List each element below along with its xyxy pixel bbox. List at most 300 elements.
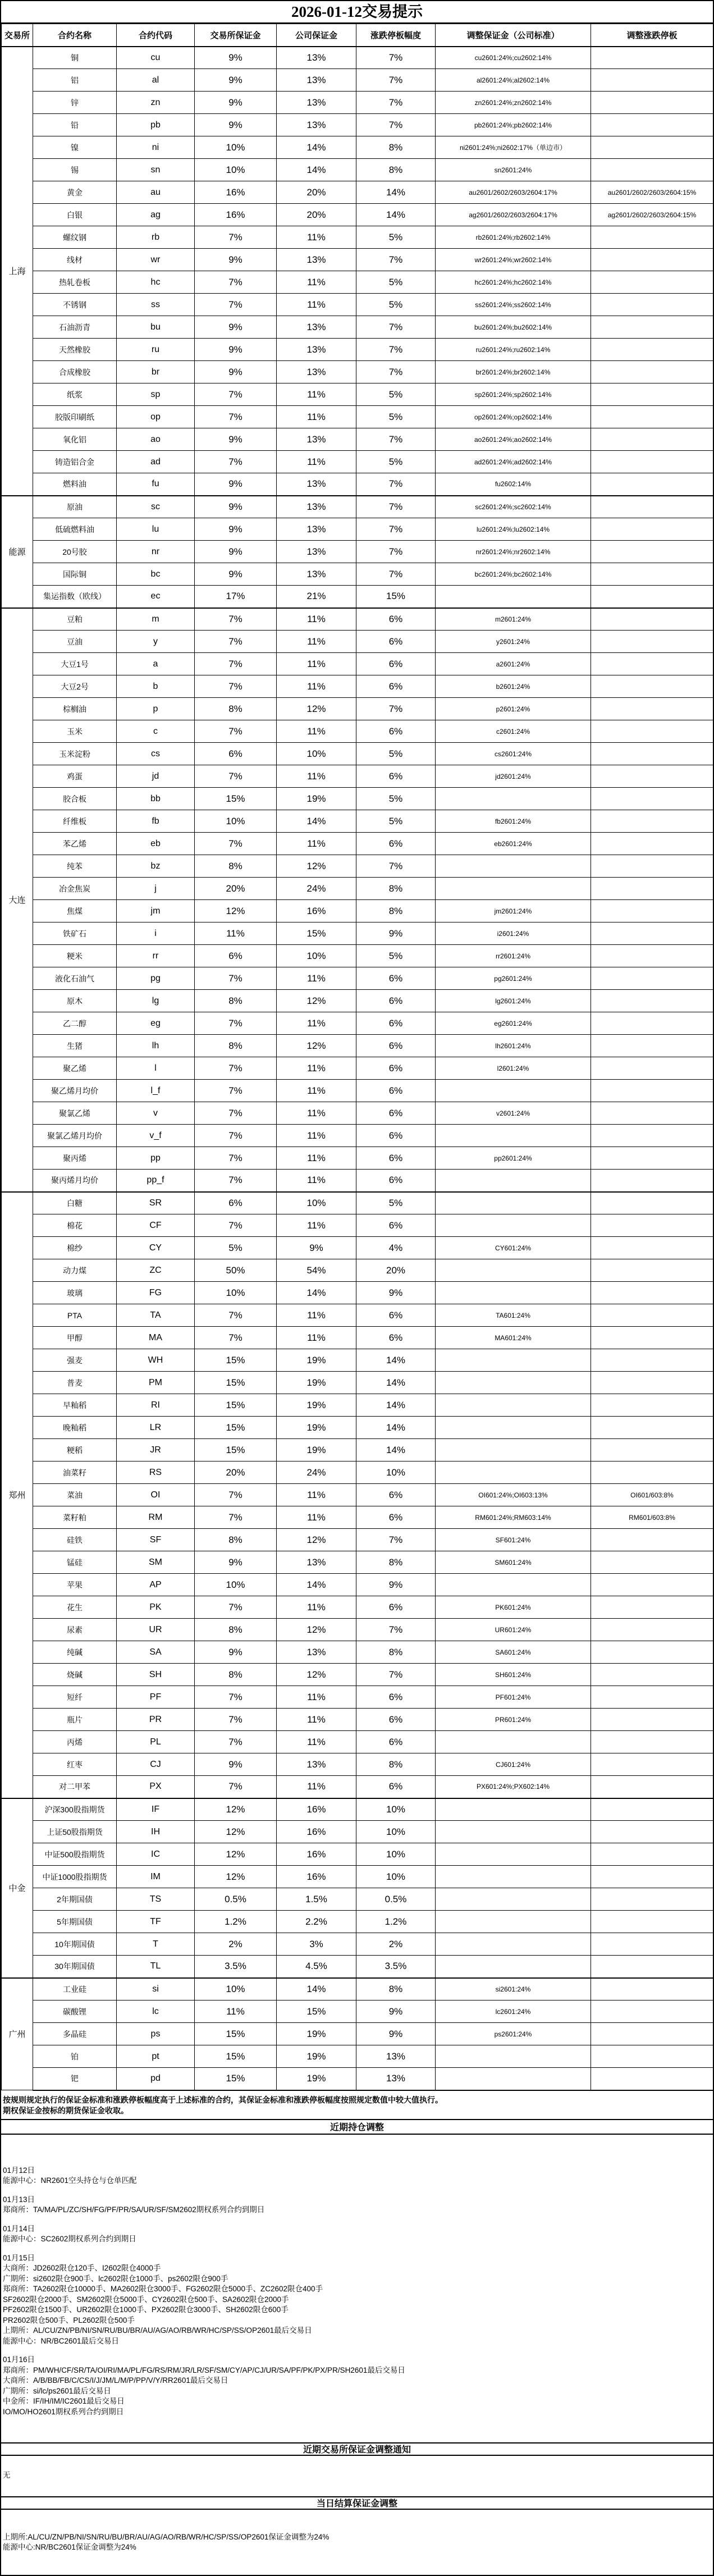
text-line: 01月14日 [3, 2224, 35, 2233]
contract-name-cell: 螺纹钢 [33, 226, 117, 249]
table-row [2, 1686, 713, 1709]
adjusted-price-limit-cell [591, 1596, 713, 1619]
price-limit-cell: 4% [356, 1237, 436, 1259]
adjusted-margin-cell: m2601:24% [436, 608, 591, 631]
adjusted-price-limit-cell [591, 1012, 713, 1035]
company-margin-cell: 13% [277, 114, 356, 136]
column-header-exchange-margin: 交易所保证金 [195, 24, 277, 47]
price-limit-cell: 6% [356, 765, 436, 788]
exchange-margin-cell: 12% [195, 900, 277, 922]
contract-code-cell: ss [117, 294, 195, 316]
adjusted-margin-cell: CJ601:24% [436, 1753, 591, 1776]
contract-name-cell: 聚氯乙烯月均价 [33, 1125, 117, 1147]
price-limit-cell: 7% [356, 1619, 436, 1641]
contract-code-cell: RM [117, 1506, 195, 1529]
contract-code-cell: ru [117, 339, 195, 361]
adjusted-margin-cell: si2601:24% [436, 1978, 591, 2000]
price-limit-cell: 7% [356, 339, 436, 361]
company-margin-cell: 14% [277, 1282, 356, 1304]
adjusted-price-limit-cell [591, 586, 713, 608]
adjusted-price-limit-cell [591, 69, 713, 92]
adjusted-price-limit-cell [591, 271, 713, 294]
adjusted-margin-cell: v2601:24% [436, 1102, 591, 1125]
contract-code-cell: IH [117, 1821, 195, 1843]
contract-name-cell: 瓶片 [33, 1709, 117, 1731]
adjusted-margin-cell [436, 1372, 591, 1394]
exchange-margin-cell: 7% [195, 1506, 277, 1529]
contract-code-cell: ZC [117, 1259, 195, 1282]
table-row [2, 1574, 713, 1596]
text-line: 01月15日 [3, 2253, 35, 2262]
company-margin-cell: 11% [277, 451, 356, 473]
contract-code-cell: pt [117, 2045, 195, 2068]
table-row [2, 1192, 713, 1214]
table-row [2, 518, 713, 541]
company-margin-cell: 10% [277, 743, 356, 765]
contract-name-cell: PTA [33, 1304, 117, 1327]
table-row [2, 1125, 713, 1147]
adjusted-price-limit-cell [591, 945, 713, 967]
contract-code-cell: IC [117, 1843, 195, 1866]
exchange-margin-cell: 7% [195, 653, 277, 675]
company-margin-cell: 11% [277, 1506, 356, 1529]
contract-code-cell: WH [117, 1349, 195, 1372]
contract-code-cell: TS [117, 1888, 195, 1911]
company-margin-cell: 13% [277, 316, 356, 339]
table-row [2, 1843, 713, 1866]
exchange-label: 能源 [2, 496, 33, 608]
contract-code-cell: c [117, 720, 195, 743]
contract-code-cell: PX [117, 1776, 195, 1798]
table-row [2, 1821, 713, 1843]
contract-name-cell: 粳米 [33, 945, 117, 967]
exchange-margin-cell: 7% [195, 1125, 277, 1147]
exchange-margin-cell: 12% [195, 1798, 277, 1821]
adjusted-margin-cell: jm2601:24% [436, 900, 591, 922]
company-margin-cell: 13% [277, 518, 356, 541]
company-margin-cell: 13% [277, 496, 356, 518]
company-margin-cell: 11% [277, 1686, 356, 1709]
contract-name-cell: 胶版印刷纸 [33, 406, 117, 428]
margin-table [1, 24, 713, 2091]
company-margin-cell: 19% [277, 1439, 356, 1461]
table-row [2, 1641, 713, 1664]
contract-name-cell: 黄金 [33, 181, 117, 204]
company-margin-cell: 19% [277, 2045, 356, 2068]
price-limit-cell: 5% [356, 743, 436, 765]
contract-code-cell: OI [117, 1484, 195, 1506]
exchange-margin-cell: 9% [195, 47, 277, 69]
section-header-settlement-adjust: 当日结算保证金调整 [1, 2497, 713, 2510]
adjusted-price-limit-cell [591, 743, 713, 765]
price-limit-cell: 8% [356, 1978, 436, 2000]
price-limit-cell: 10% [356, 1843, 436, 1866]
adjusted-price-limit-cell [591, 294, 713, 316]
price-limit-cell: 5% [356, 788, 436, 810]
contract-name-cell: 玉米 [33, 720, 117, 743]
text-line: 能源中心：NR/BC2601最后交易日 [3, 2336, 120, 2345]
contract-code-cell: SA [117, 1641, 195, 1664]
adjusted-price-limit-cell [591, 1282, 713, 1304]
contract-code-cell: l_f [117, 1080, 195, 1102]
adjusted-margin-cell: ru2601:24%;ru2602:14% [436, 339, 591, 361]
contract-code-cell: ag [117, 204, 195, 226]
price-limit-cell: 6% [356, 1035, 436, 1057]
contract-name-cell: 晚籼稻 [33, 1417, 117, 1439]
adjusted-price-limit-cell [591, 1731, 713, 1753]
price-limit-cell: 6% [356, 1170, 436, 1192]
price-limit-cell: 7% [356, 496, 436, 518]
price-limit-cell: 8% [356, 159, 436, 181]
price-limit-cell: 6% [356, 1484, 436, 1506]
table-row [2, 1327, 713, 1349]
exchange-margin-cell: 7% [195, 967, 277, 990]
contract-name-cell: 30年期国债 [33, 1956, 117, 1978]
price-limit-cell: 14% [356, 1439, 436, 1461]
text-line: 郑商所：TA2602限仓10000手、MA2602限仓3000手、FG2602限仓5000手、ZC2602限仓400手 [3, 2285, 323, 2293]
contract-name-cell: 热轧卷板 [33, 271, 117, 294]
section-header-margin-notice: 近期交易所保证金调整通知 [1, 2443, 713, 2456]
text-line [3, 2245, 713, 2253]
table-row [2, 339, 713, 361]
contract-code-cell: hc [117, 271, 195, 294]
adjusted-price-limit-cell [591, 383, 713, 406]
contract-name-cell: 纸浆 [33, 383, 117, 406]
contract-name-cell: 菜油 [33, 1484, 117, 1506]
margin-notice-body [1, 2456, 713, 2497]
contract-code-cell: eb [117, 833, 195, 855]
price-limit-cell: 8% [356, 1641, 436, 1664]
exchange-margin-cell: 6% [195, 945, 277, 967]
table-row [2, 1012, 713, 1035]
contract-name-cell: 多晶硅 [33, 2023, 117, 2045]
exchange-margin-cell: 9% [195, 69, 277, 92]
adjusted-margin-cell [436, 1080, 591, 1102]
adjusted-price-limit-cell [591, 653, 713, 675]
adjusted-margin-cell: UR601:24% [436, 1619, 591, 1641]
table-row [2, 563, 713, 586]
contract-name-cell: 聚乙烯月均价 [33, 1080, 117, 1102]
price-limit-cell: 7% [356, 69, 436, 92]
adjusted-margin-cell [436, 1821, 591, 1843]
company-margin-cell: 11% [277, 765, 356, 788]
adjusted-price-limit-cell [591, 855, 713, 878]
adjusted-price-limit-cell [591, 1956, 713, 1978]
contract-name-cell: 聚氯乙烯 [33, 1102, 117, 1125]
contract-name-cell: 沪深300股指期货 [33, 1798, 117, 1821]
table-row [2, 249, 713, 271]
exchange-margin-cell: 7% [195, 1596, 277, 1619]
table-row [2, 2068, 713, 2090]
table-row [2, 1057, 713, 1080]
adjusted-margin-cell: fu2602:14% [436, 473, 591, 496]
adjusted-margin-cell: p2601:24% [436, 698, 591, 720]
price-limit-cell: 8% [356, 136, 436, 159]
table-row [2, 967, 713, 990]
price-limit-cell: 0.5% [356, 1888, 436, 1911]
contract-name-cell: 碳酸锂 [33, 2000, 117, 2023]
contract-code-cell: PR [117, 1709, 195, 1731]
exchange-margin-cell: 16% [195, 181, 277, 204]
table-row [2, 833, 713, 855]
price-limit-cell: 7% [356, 563, 436, 586]
company-margin-cell: 19% [277, 1349, 356, 1372]
adjusted-margin-cell: br2601:24%;br2602:14% [436, 361, 591, 383]
adjusted-margin-cell: ao2601:24%;ao2602:14% [436, 428, 591, 451]
company-margin-cell: 13% [277, 339, 356, 361]
contract-name-cell: 锰硅 [33, 1551, 117, 1574]
adjusted-margin-cell [436, 1731, 591, 1753]
price-limit-cell: 7% [356, 428, 436, 451]
table-row [2, 765, 713, 788]
contract-code-cell: jm [117, 900, 195, 922]
contract-code-cell: bb [117, 788, 195, 810]
position-adjust-body [1, 2135, 713, 2443]
company-margin-cell: 14% [277, 136, 356, 159]
table-row [2, 1484, 713, 1506]
contract-code-cell: SF [117, 1529, 195, 1551]
adjusted-price-limit-cell [591, 720, 713, 743]
company-margin-cell: 11% [277, 1170, 356, 1192]
table-row [2, 1619, 713, 1641]
adjusted-margin-cell: PR601:24% [436, 1709, 591, 1731]
price-limit-cell: 10% [356, 1461, 436, 1484]
table-row [2, 743, 713, 765]
price-limit-cell: 14% [356, 204, 436, 226]
company-margin-cell: 11% [277, 608, 356, 631]
price-limit-cell: 9% [356, 1282, 436, 1304]
contract-name-cell: 聚丙烯 [33, 1147, 117, 1170]
exchange-margin-cell: 7% [195, 1012, 277, 1035]
exchange-margin-cell: 7% [195, 451, 277, 473]
table-row [2, 473, 713, 496]
column-header-contract-code: 合约代码 [117, 24, 195, 47]
table-row [2, 2000, 713, 2023]
exchange-label: 上海 [2, 47, 33, 496]
price-limit-cell: 6% [356, 833, 436, 855]
company-margin-cell: 11% [277, 1080, 356, 1102]
adjusted-margin-cell: PK601:24% [436, 1596, 591, 1619]
contract-code-cell: a [117, 653, 195, 675]
adjusted-margin-cell: sn2601:24% [436, 159, 591, 181]
exchange-margin-cell: 8% [195, 1664, 277, 1686]
price-limit-cell: 7% [356, 114, 436, 136]
contract-code-cell: au [117, 181, 195, 204]
exchange-margin-cell: 9% [195, 114, 277, 136]
adjusted-margin-cell: pg2601:24% [436, 967, 591, 990]
contract-name-cell: 大豆2号 [33, 675, 117, 698]
table-row [2, 1529, 713, 1551]
column-header-exchange: 交易所 [2, 24, 33, 47]
exchange-margin-cell: 7% [195, 631, 277, 653]
price-limit-cell: 9% [356, 1574, 436, 1596]
company-margin-cell: 13% [277, 1753, 356, 1776]
contract-name-cell: 早籼稻 [33, 1394, 117, 1417]
contract-code-cell: nr [117, 541, 195, 563]
adjusted-margin-cell: ag2601/2602/2603/2604:17% [436, 204, 591, 226]
contract-name-cell: 液化石油气 [33, 967, 117, 990]
company-margin-cell: 4.5% [277, 1956, 356, 1978]
contract-name-cell: 氧化铝 [33, 428, 117, 451]
price-limit-cell: 9% [356, 922, 436, 945]
adjusted-price-limit-cell [591, 1237, 713, 1259]
company-margin-cell: 13% [277, 249, 356, 271]
contract-code-cell: bc [117, 563, 195, 586]
exchange-margin-cell: 7% [195, 1709, 277, 1731]
adjusted-price-limit-cell [591, 1978, 713, 2000]
exchange-margin-cell: 15% [195, 1394, 277, 1417]
company-margin-cell: 11% [277, 1012, 356, 1035]
price-limit-cell: 6% [356, 653, 436, 675]
exchange-margin-cell: 8% [195, 990, 277, 1012]
contract-code-cell: br [117, 361, 195, 383]
adjusted-price-limit-cell [591, 608, 713, 631]
contract-name-cell: 强麦 [33, 1349, 117, 1372]
company-margin-cell: 15% [277, 922, 356, 945]
adjusted-margin-cell [436, 1170, 591, 1192]
column-header-adjusted-margin: 调整保证金（公司标准） [436, 24, 591, 47]
contract-name-cell: 豆粕 [33, 608, 117, 631]
exchange-margin-cell: 1.2% [195, 1911, 277, 1933]
adjusted-price-limit-cell [591, 1821, 713, 1843]
adjusted-margin-cell: i2601:24% [436, 922, 591, 945]
contract-name-cell: 不锈钢 [33, 294, 117, 316]
adjusted-price-limit-cell [591, 47, 713, 69]
company-margin-cell: 11% [277, 383, 356, 406]
contract-name-cell: 天然橡胶 [33, 339, 117, 361]
adjusted-margin-cell: zn2601:24%;zn2602:14% [436, 92, 591, 114]
column-header-price-limit: 涨跌停板幅度 [356, 24, 436, 47]
table-row [2, 1080, 713, 1102]
adjusted-price-limit-cell [591, 92, 713, 114]
table-row [2, 1776, 713, 1798]
adjusted-margin-cell: SF601:24% [436, 1529, 591, 1551]
contract-name-cell: 石油沥青 [33, 316, 117, 339]
adjusted-price-limit-cell [591, 1776, 713, 1798]
adjusted-margin-cell [436, 1866, 591, 1888]
table-row [2, 855, 713, 878]
table-row [2, 608, 713, 631]
contract-code-cell: si [117, 1978, 195, 2000]
company-margin-cell: 14% [277, 810, 356, 833]
contract-code-cell: pb [117, 114, 195, 136]
exchange-margin-cell: 15% [195, 1372, 277, 1394]
adjusted-margin-cell [436, 1798, 591, 1821]
adjusted-price-limit-cell [591, 1753, 713, 1776]
contract-name-cell: 生猪 [33, 1035, 117, 1057]
table-row [2, 675, 713, 698]
table-row [2, 1237, 713, 1259]
adjusted-price-limit-cell [591, 451, 713, 473]
contract-code-cell: op [117, 406, 195, 428]
price-limit-cell: 6% [356, 1506, 436, 1529]
table-row [2, 1214, 713, 1237]
exchange-margin-cell: 17% [195, 586, 277, 608]
price-limit-cell: 6% [356, 1147, 436, 1170]
adjusted-price-limit-cell [591, 1619, 713, 1641]
text-line: 期权保证金按标的期货保证金收取。 [3, 2105, 129, 2115]
company-margin-cell: 11% [277, 1484, 356, 1506]
table-row [2, 1866, 713, 1888]
contract-name-cell: 集运指数（欧线） [33, 586, 117, 608]
company-margin-cell: 12% [277, 1035, 356, 1057]
contract-name-cell: 原油 [33, 496, 117, 518]
company-margin-cell: 11% [277, 271, 356, 294]
contract-name-cell: 2年期国债 [33, 1888, 117, 1911]
contract-code-cell: ec [117, 586, 195, 608]
text-line: 大商所：A/B/BB/FB/C/CS/I/J/JM/L/M/P/PP/V/Y/RR2601最后交易日 [3, 2376, 228, 2385]
company-margin-cell: 11% [277, 631, 356, 653]
exchange-margin-cell: 6% [195, 743, 277, 765]
contract-name-cell: 苯乙烯 [33, 833, 117, 855]
contract-name-cell: 中证1000股指期货 [33, 1866, 117, 1888]
text-line: 01月13日 [3, 2195, 35, 2204]
adjusted-margin-cell: OI601:24%;OI603:13% [436, 1484, 591, 1506]
adjusted-margin-cell [436, 1911, 591, 1933]
table-row [2, 294, 713, 316]
contract-name-cell: 冶金焦炭 [33, 878, 117, 900]
contract-name-cell: 硅铁 [33, 1529, 117, 1551]
contract-code-cell: SH [117, 1664, 195, 1686]
price-limit-cell: 6% [356, 1304, 436, 1327]
contract-code-cell: PL [117, 1731, 195, 1753]
price-limit-cell: 5% [356, 945, 436, 967]
contract-code-cell: wr [117, 249, 195, 271]
contract-code-cell: lg [117, 990, 195, 1012]
company-margin-cell: 11% [277, 1776, 356, 1798]
table-row [2, 1147, 713, 1170]
company-margin-cell: 13% [277, 473, 356, 496]
company-margin-cell: 19% [277, 788, 356, 810]
exchange-margin-cell: 8% [195, 1529, 277, 1551]
exchange-margin-cell: 15% [195, 788, 277, 810]
text-line: 大商所：JD2602限仓120手、I2602限仓4000手 [3, 2264, 161, 2272]
table-row [2, 271, 713, 294]
adjusted-price-limit-cell [591, 473, 713, 496]
adjusted-margin-cell: lc2601:24% [436, 2000, 591, 2023]
contract-name-cell: 大豆1号 [33, 653, 117, 675]
contract-name-cell: 棉纱 [33, 1237, 117, 1259]
adjusted-price-limit-cell [591, 1461, 713, 1484]
adjusted-price-limit-cell [591, 765, 713, 788]
contract-code-cell: pp [117, 1147, 195, 1170]
company-margin-cell: 24% [277, 1461, 356, 1484]
adjusted-margin-cell [436, 2045, 591, 2068]
company-margin-cell: 11% [277, 226, 356, 249]
price-limit-cell: 15% [356, 586, 436, 608]
price-limit-cell: 7% [356, 541, 436, 563]
exchange-margin-cell: 8% [195, 1035, 277, 1057]
price-limit-cell: 6% [356, 1080, 436, 1102]
adjusted-price-limit-cell [591, 675, 713, 698]
price-limit-cell: 2% [356, 1933, 436, 1956]
company-margin-cell: 16% [277, 1798, 356, 1821]
contract-name-cell: 纯苯 [33, 855, 117, 878]
adjusted-price-limit-cell [591, 631, 713, 653]
price-limit-cell: 6% [356, 631, 436, 653]
price-limit-cell: 5% [356, 810, 436, 833]
exchange-margin-cell: 20% [195, 1461, 277, 1484]
contract-name-cell: 铂 [33, 2045, 117, 2068]
price-limit-cell: 6% [356, 608, 436, 631]
price-limit-cell: 1.2% [356, 1911, 436, 1933]
adjusted-price-limit-cell: au2601/2602/2603/2604:15% [591, 181, 713, 204]
contract-name-cell: 烧碱 [33, 1664, 117, 1686]
company-margin-cell: 12% [277, 698, 356, 720]
adjusted-margin-cell: bc2601:24%;bc2602:14% [436, 563, 591, 586]
contract-name-cell: 钯 [33, 2068, 117, 2090]
adjusted-margin-cell: bu2601:24%;bu2602:14% [436, 316, 591, 339]
